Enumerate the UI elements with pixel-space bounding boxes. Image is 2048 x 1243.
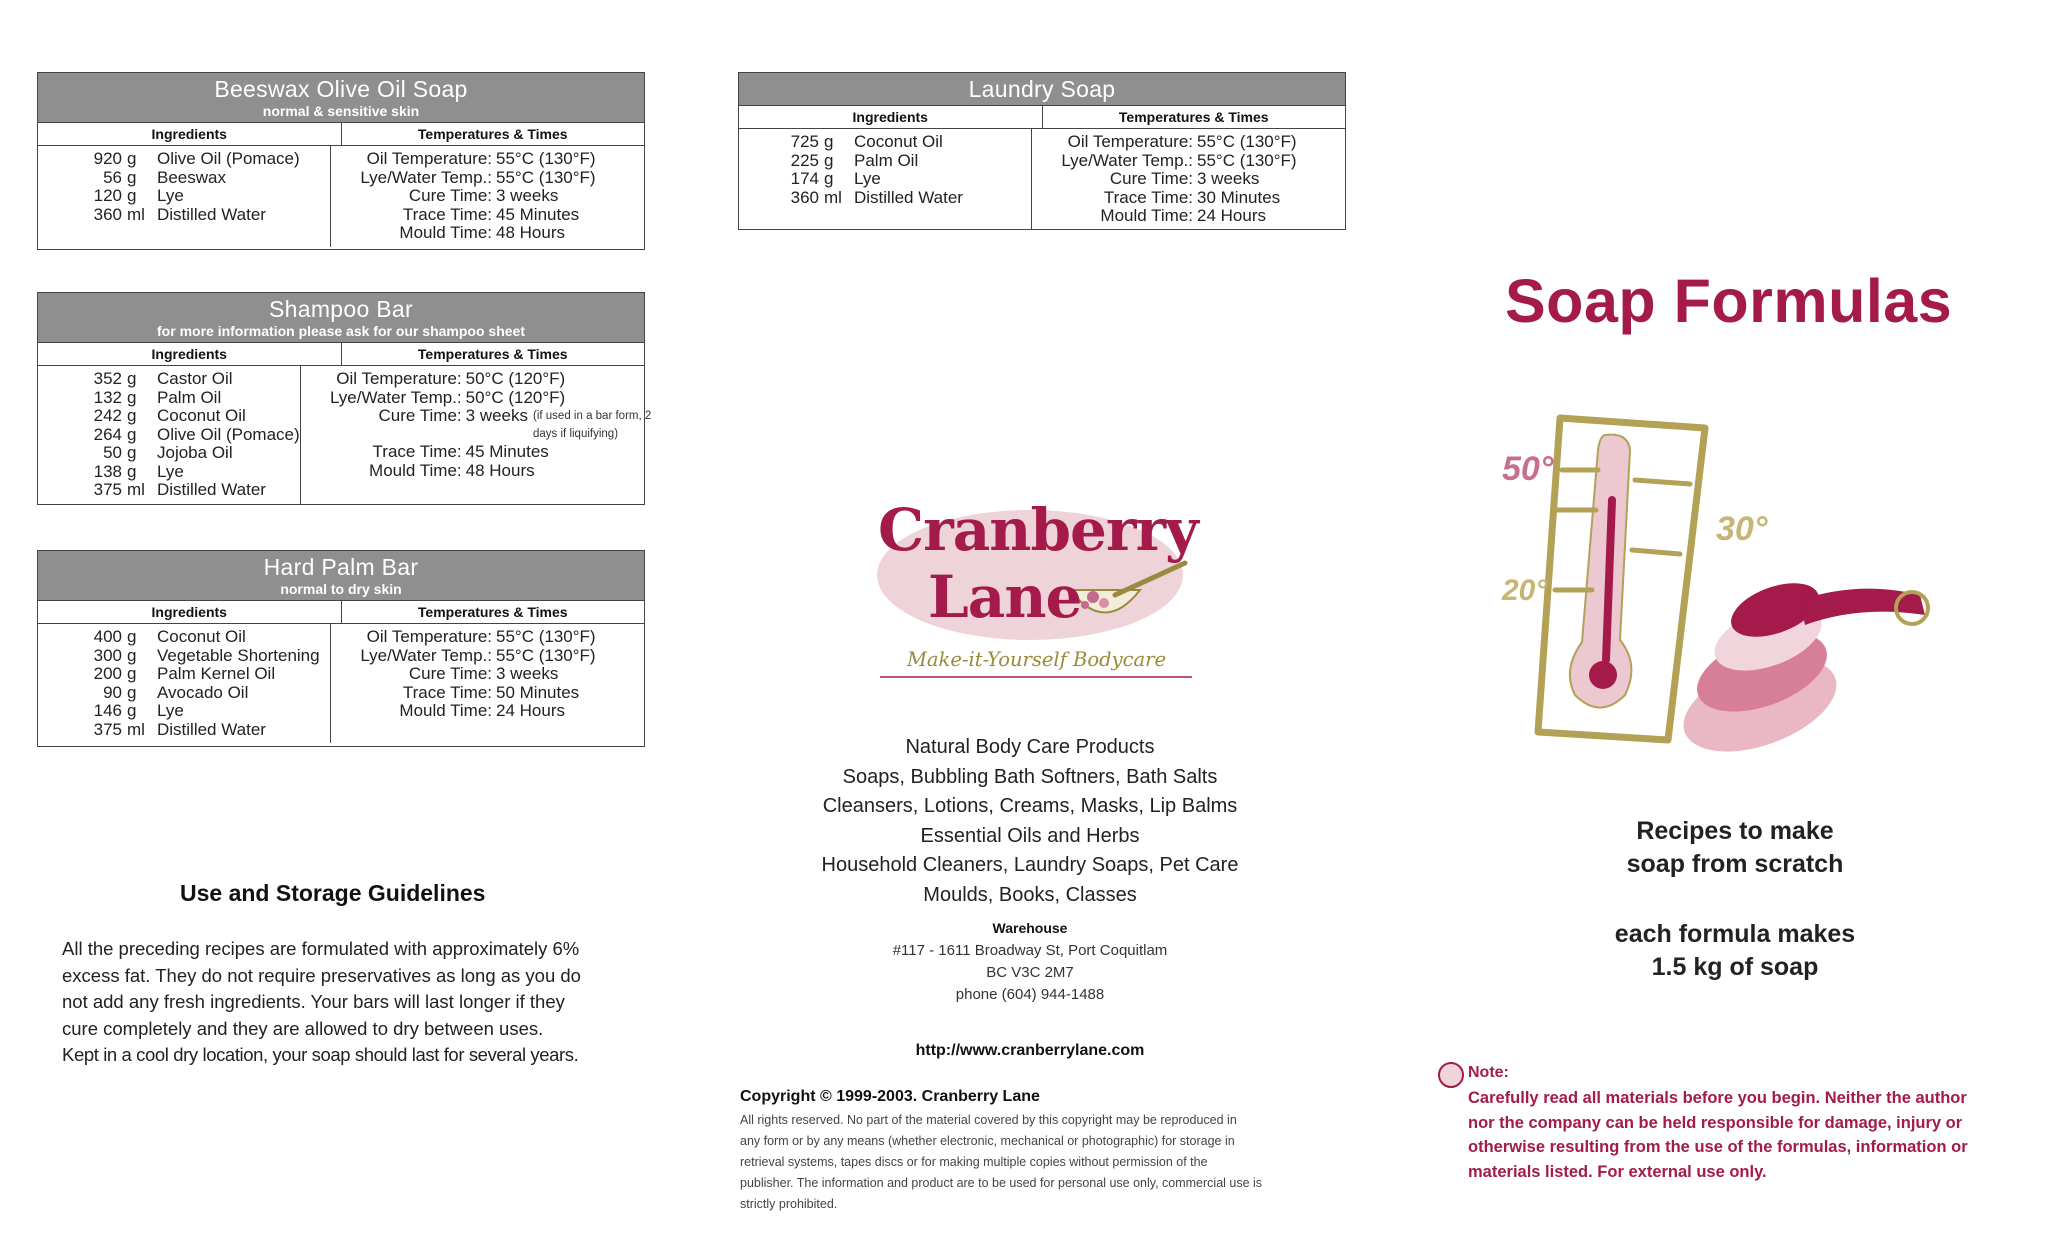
- col-temps: Temperatures & Times: [417, 346, 568, 362]
- product-line: Natural Body Care Products: [905, 736, 1155, 758]
- guidelines-line: Kept in a cool dry location, your soap should last for several years.: [62, 1044, 579, 1065]
- time-row: Oil Temperature: 55°C (130°F): [366, 149, 596, 168]
- guidelines-line: excess fat. They do not require preservatives as long as you do: [62, 964, 581, 986]
- warehouse-block: [790, 920, 1270, 1006]
- copyright-line: retrieval systems, tapes discs or for making multiple copies without permission of the: [740, 1155, 1208, 1169]
- recipe-subtitle: normal to dry skin: [280, 581, 402, 597]
- ingredient-row: 50 g Jojoba Oil: [103, 443, 233, 462]
- times-list: [331, 146, 644, 247]
- thermo-label-30: 30°: [1716, 510, 1768, 548]
- recipe-beeswax: [37, 72, 645, 250]
- ingredient-row: 352 g Castor Oil: [93, 369, 233, 388]
- ingredient-row: 56 g Beeswax: [103, 167, 226, 187]
- col-ingredients: Ingredients: [38, 343, 342, 365]
- recipe-title: Beeswax Olive Oil Soap: [214, 76, 468, 102]
- cover-line: 1.5 kg of soap: [1651, 953, 1819, 981]
- guidelines-line: not add any fresh ingredients. Your bars will last longer if they: [62, 991, 565, 1012]
- ingredient-row: 138 g Lye: [93, 461, 184, 481]
- ingredient-row: 375 ml Distilled Water: [93, 719, 266, 739]
- cover-yield: [1510, 918, 1960, 984]
- ingredient-row: 360 ml Distilled Water: [93, 204, 266, 224]
- website-link[interactable]: http://www.cranberrylane.com: [915, 1042, 1145, 1059]
- ingredient-list: [38, 366, 301, 504]
- product-list: [740, 733, 1320, 910]
- thermo-label-20: 20°: [1502, 574, 1548, 607]
- time-row: Oil Temperature: 50°C (120°F): [336, 369, 566, 388]
- cover-line: each formula makes: [1614, 920, 1856, 948]
- time-row: Lye/Water Temp.: 50°C (120°F): [329, 387, 566, 407]
- guidelines-line: All the preceding recipes are formulated with approximately 6%: [62, 938, 580, 959]
- copyright-line: strictly prohibited.: [740, 1197, 838, 1211]
- recipe-subtitle: normal & sensitive skin: [262, 103, 420, 119]
- time-row: Trace Time: 45 Minutes: [372, 442, 549, 461]
- cover-line: Recipes to make: [1636, 817, 1834, 845]
- recipe-column-headers: [739, 106, 1345, 129]
- copyright-line: All rights reserved. No part of the material covered by this copyright may be reproduced in: [740, 1113, 1237, 1127]
- note-bullet-icon: [1438, 1062, 1464, 1088]
- col-ingredients: Ingredients: [739, 106, 1043, 128]
- col-temps: Temperatures & Times: [1118, 109, 1269, 125]
- thermo-label-50: 50°: [1502, 450, 1554, 488]
- copyright-line: any form or by any means (whether electronic, mechanical or photographic) for storage in: [740, 1134, 1235, 1148]
- warehouse-line: BC V3C 2M7: [986, 964, 1074, 981]
- time-row: Mould Time: 24 Hours: [399, 701, 565, 720]
- warehouse-line: phone (604) 944-1488: [955, 986, 1105, 1003]
- ingredient-row: 920 g Olive Oil (Pomace): [93, 149, 300, 168]
- ingredient-row: 300 g Vegetable Shortening: [93, 645, 320, 665]
- time-row: Mould Time: 48 Hours: [399, 223, 565, 242]
- recipe-shampoo: [37, 292, 652, 505]
- thermometer-icon: [1538, 418, 1705, 740]
- cover-title: Soap Formulas: [1505, 267, 1953, 335]
- cover-tagline: [1510, 815, 1960, 881]
- time-row: Lye/Water Temp.: 55°C (130°F): [360, 167, 596, 187]
- time-row: Trace Time: 45 Minutes: [402, 204, 580, 224]
- ingredient-row: 242 g Coconut Oil: [93, 406, 246, 425]
- copyright-line: publisher. The information and product are to be used for personal use only, commercial use is: [740, 1176, 1263, 1190]
- ingredient-row: 225 g Palm Oil: [790, 150, 919, 170]
- note-line: nor the company can be held responsible for damage, injury or: [1468, 1113, 1963, 1132]
- note-line: Carefully read all materials before you begin. Neither the author: [1468, 1089, 1967, 1107]
- recipe-column-headers: [38, 343, 644, 366]
- cure-time-note: (if used in a bar form, 2 days if liquifying): [533, 410, 652, 440]
- copyright-text: [740, 1110, 1340, 1215]
- cover-line: soap from scratch: [1626, 850, 1844, 878]
- ingredient-row: 90 g Avocado Oil: [103, 682, 249, 702]
- logo-word-lane: Lane: [928, 563, 1082, 631]
- time-row: Oil Temperature: 55°C (130°F): [1067, 132, 1297, 151]
- time-row: Trace Time: 30 Minutes: [1103, 187, 1281, 207]
- guidelines-text: [62, 936, 662, 1069]
- recipe-header: [38, 293, 644, 343]
- note-line: materials listed. For external use only.: [1468, 1162, 1767, 1181]
- warehouse-line: #117 - 1611 Broadway St, Port Coquitlam: [892, 942, 1168, 959]
- recipe-subtitle: for more information please ask for our shampoo sheet: [157, 323, 525, 339]
- time-row: Cure Time: 3 weeks: [1109, 169, 1260, 188]
- note-text: [1468, 1086, 2028, 1184]
- recipe-header: [38, 551, 644, 601]
- product-line: Cleansers, Lotions, Creams, Masks, Lip Balms: [822, 795, 1238, 817]
- recipe-column-headers: [38, 601, 644, 624]
- recipe-header: [38, 73, 644, 123]
- recipe-title: Shampoo Bar: [269, 296, 413, 322]
- ingredient-row: 400 g Coconut Oil: [93, 627, 246, 646]
- product-line: Soaps, Bubbling Bath Softners, Bath Salts: [842, 765, 1218, 788]
- recipe-hardpalm: [37, 550, 645, 747]
- time-row: Cure Time: 3 weeks (if used in a bar form, 2 days if liquifying): [301, 407, 668, 443]
- time-row: Mould Time: 24 Hours: [1100, 206, 1266, 225]
- guidelines-line: cure completely and they are allowed to dry between uses.: [62, 1017, 544, 1039]
- time-row: Trace Time: 50 Minutes: [402, 682, 580, 702]
- time-row: Lye/Water Temp.: 55°C (130°F): [360, 645, 596, 665]
- ingredient-row: 174 g Lye: [790, 169, 881, 188]
- ingredient-row: 146 g Lye: [93, 701, 184, 720]
- recipe-laundry: [738, 72, 1346, 230]
- time-row: Lye/Water Temp.: 55°C (130°F): [1061, 150, 1297, 170]
- guidelines-title: Use and Storage Guidelines: [180, 880, 486, 906]
- ingredient-row: 360 ml Distilled Water: [790, 187, 963, 207]
- ingredient-list: [38, 624, 331, 743]
- times-list: [331, 624, 644, 743]
- measuring-spoons-icon: [1671, 573, 1928, 770]
- col-ingredients: Ingredients: [38, 123, 342, 145]
- logo-word-cranberry: Cranberry: [878, 496, 1198, 564]
- product-line: Essential Oils and Herbs: [920, 824, 1140, 847]
- product-line: Moulds, Books, Classes: [923, 883, 1137, 906]
- copyright-title: Copyright © 1999-2003. Cranberry Lane: [740, 1088, 1040, 1105]
- warehouse-title: Warehouse: [992, 920, 1068, 936]
- ingredient-row: 725 g Coconut Oil: [790, 132, 943, 151]
- logo-tagline: Make-it-Yourself Bodycare: [906, 648, 1167, 671]
- ingredient-row: 264 g Olive Oil (Pomace): [93, 424, 300, 444]
- ingredient-list: [739, 129, 1032, 230]
- time-row: Oil Temperature: 55°C (130°F): [366, 627, 596, 646]
- time-row: Cure Time: 3 weeks: [408, 664, 559, 683]
- recipe-title: Laundry Soap: [968, 76, 1116, 102]
- time-row: Cure Time: 3 weeks: [408, 186, 559, 205]
- recipe-title: Hard Palm Bar: [263, 554, 419, 580]
- ingredient-row: 120 g Lye: [93, 186, 184, 205]
- col-ingredients: Ingredients: [38, 601, 342, 623]
- ingredient-list: [38, 146, 331, 247]
- recipe-header: [739, 73, 1345, 106]
- thermometer-spoons-illustration: [1500, 410, 1950, 790]
- times-list: [1032, 129, 1345, 230]
- product-line: Household Cleaners, Laundry Soaps, Pet Care: [821, 854, 1239, 876]
- time-row: Mould Time: 48 Hours: [369, 460, 535, 480]
- note-line: otherwise resulting from the use of the formulas, information or: [1468, 1138, 1968, 1156]
- times-list: [301, 366, 668, 504]
- recipe-column-headers: [38, 123, 644, 146]
- col-temps: Temperatures & Times: [417, 604, 568, 620]
- ingredient-row: 375 ml Distilled Water: [93, 480, 266, 499]
- ingredient-row: 132 g Palm Oil: [93, 387, 222, 407]
- ingredient-row: 200 g Palm Kernel Oil: [93, 664, 276, 683]
- col-temps: Temperatures & Times: [417, 126, 568, 142]
- note-label: Note:: [1468, 1064, 1509, 1081]
